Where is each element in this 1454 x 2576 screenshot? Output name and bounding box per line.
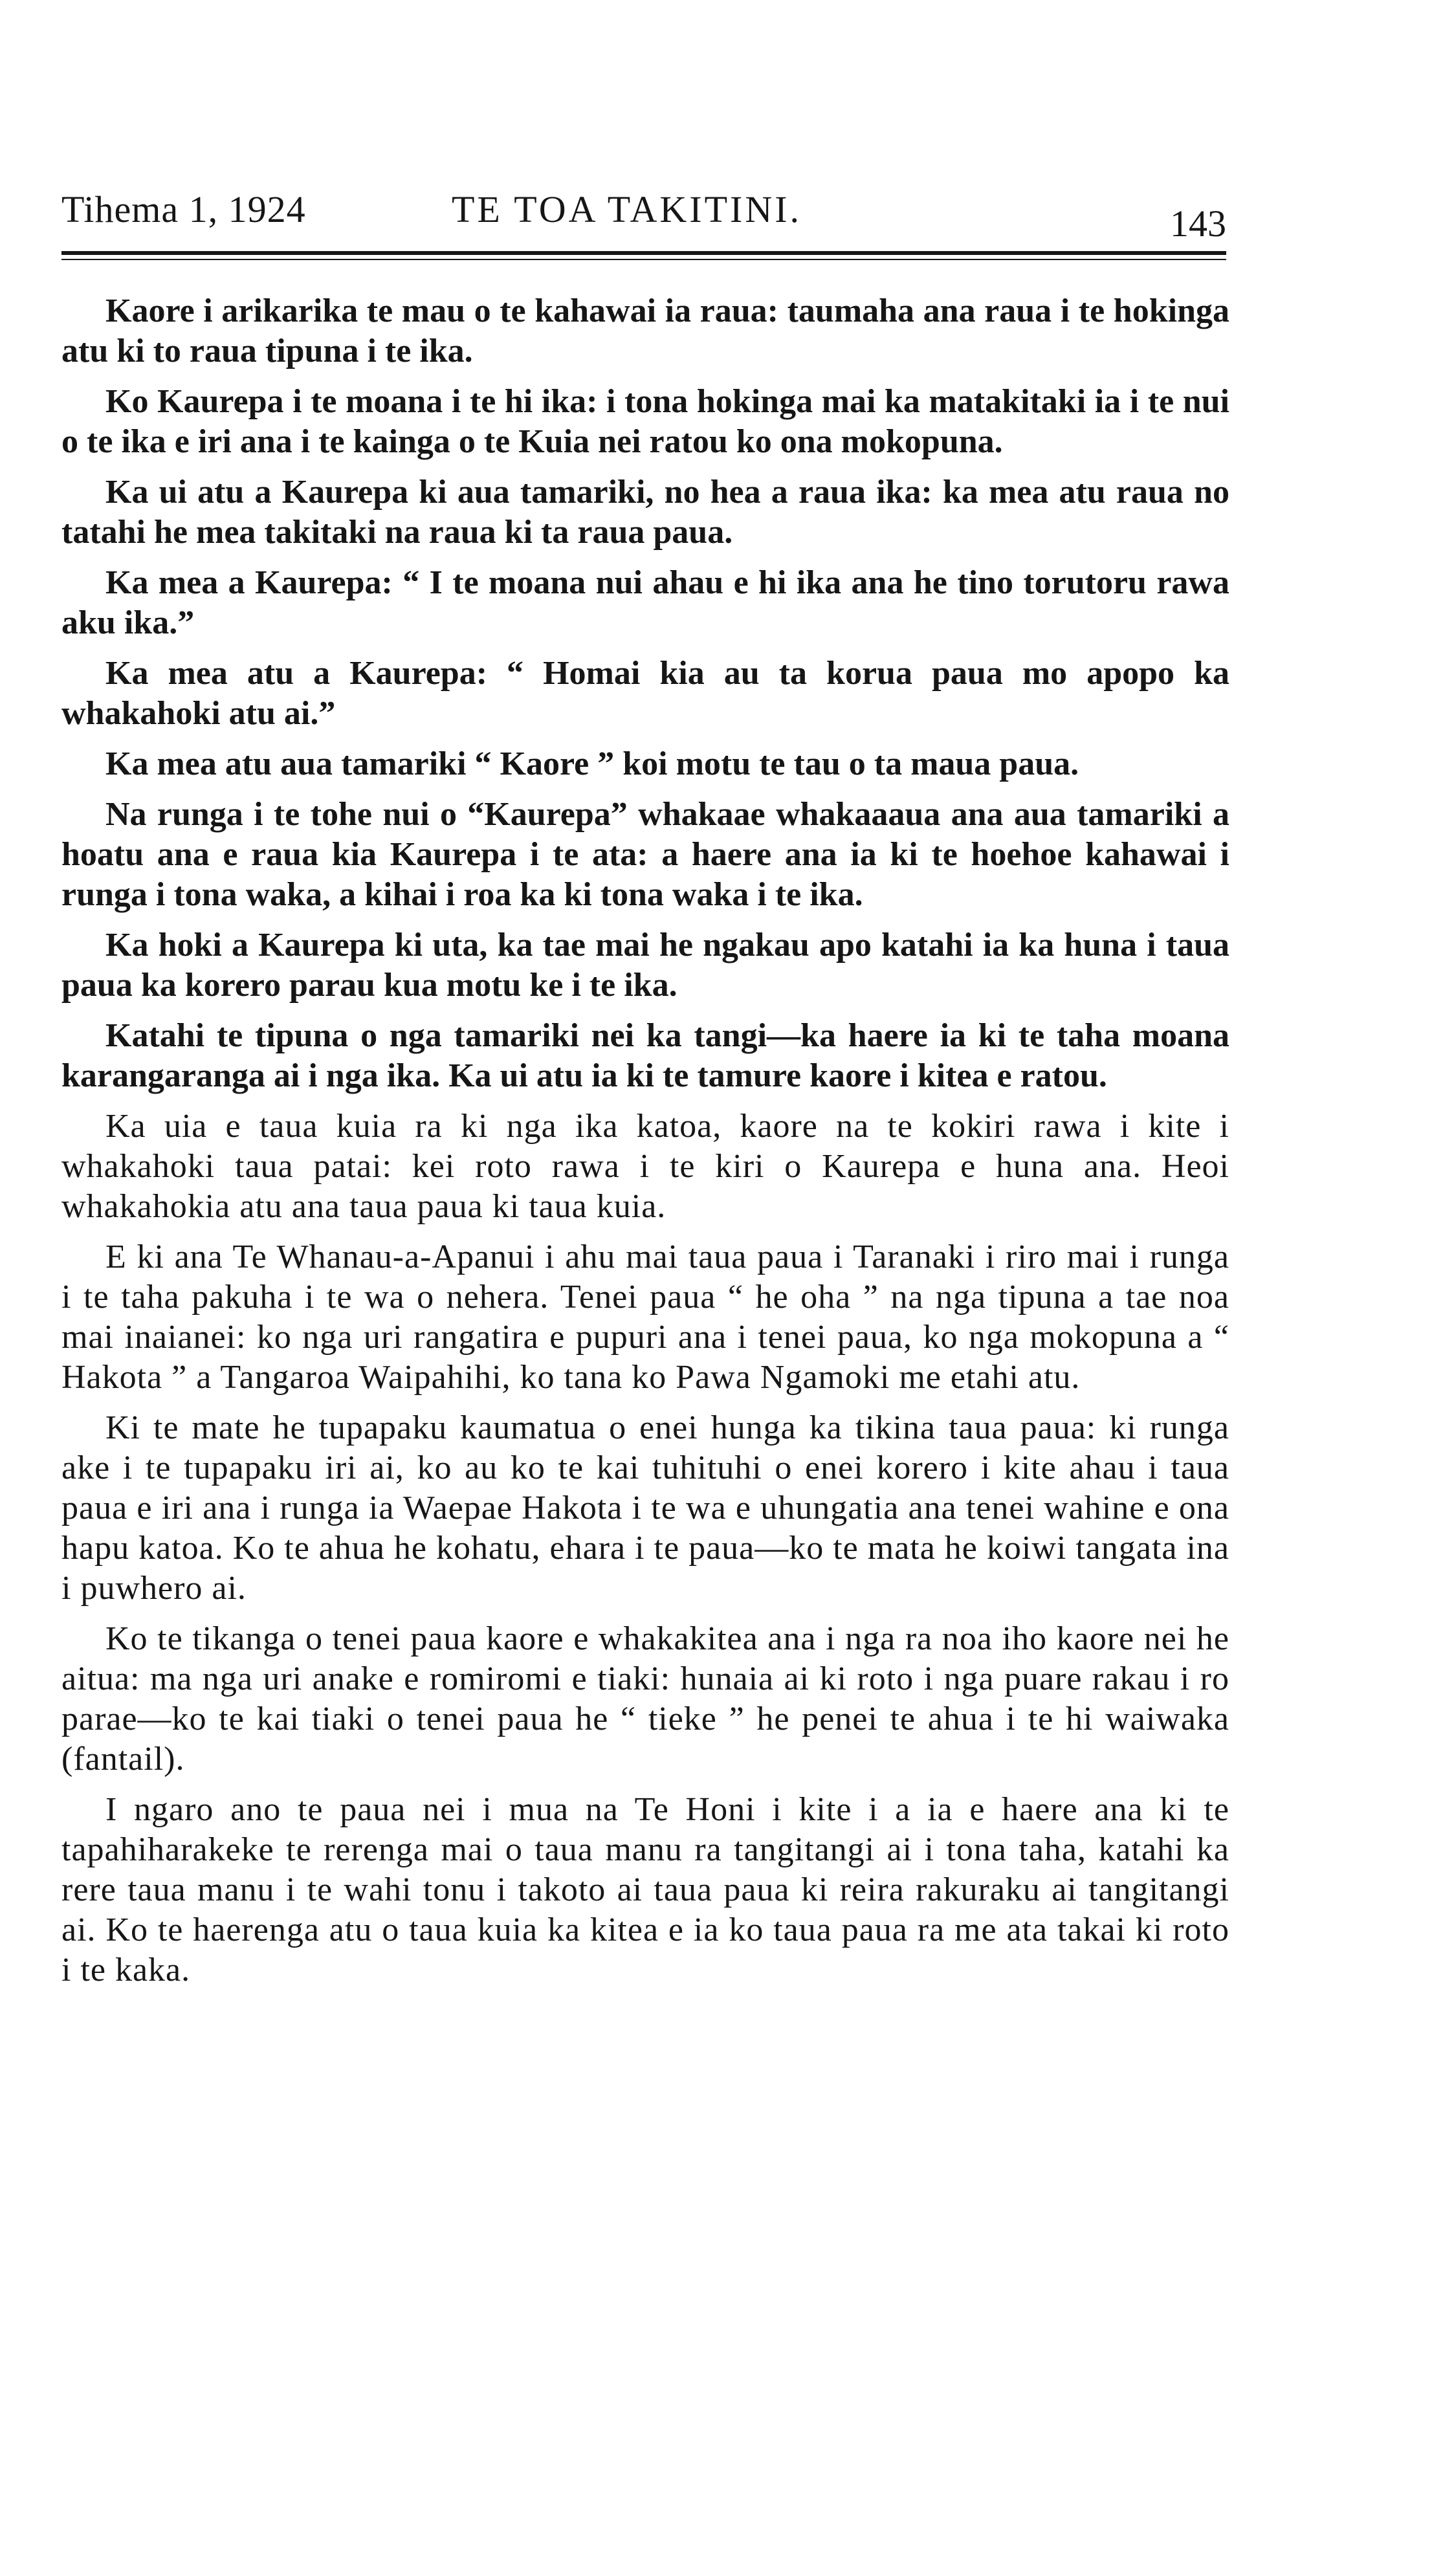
paragraph: Ka mea a Kaurepa: “ I te moana nui ahau e hi ika ana he tino torutoru rawa aku ika.”: [61, 564, 1229, 641]
paragraph: Na runga i te tohe nui o “Kaurepa” whakaae whakaaaua ana aua tamariki a hoatu ana e raua kia Kaurepa i te ata: a haere ana ia ki te hoehoe kahawai i runga i tona waka, a kihai i roa ka ki tona waka i te ika.: [61, 796, 1229, 913]
paragraph: Ka hoki a Kaurepa ki uta, ka tae mai he ngakau apo katahi ia ka huna i taua paua ka korero parau kua motu ke i te ika.: [61, 927, 1229, 1004]
paragraph: Ka uia e taua kuia ra ki nga ika katoa, kaore na te kokiri rawa i kite i whakahoki taua patai: kei roto rawa i te kiri o Kaurepa e huna ana. Heoi whakahokia atu ana taua paua ki taua kuia.: [61, 1108, 1229, 1225]
paragraph: Ko Kaurepa i te moana i te hi ika: i tona hokinga mai ka matakitaki ia i te nui o te ika e iri ana i te kainga o te Kuia nei ratou ko ona mokopuna.: [61, 383, 1229, 460]
paragraph: Ki te mate he tupapaku kaumatua o enei hunga ka tikina taua paua: ki runga ake i te tupapaku iri ai, ko au ko te kai tuhituhi o enei korero i kite ahau i taua paua e iri ana i runga ia Waepae Hakota i te wa e uhungatia ana tenei wahine e ona hapu katoa. Ko te ahua he kohatu, ehara i te paua—ko te mata he koiwi tangata ina i puwhero ai.: [61, 1409, 1229, 1607]
paragraph: E ki ana Te Whanau-a-Apanui i ahu mai taua paua i Taranaki i riro mai i runga i te taha pakuha i te wa o nehera. Tenei paua “ he oha ” na nga tipuna a tae noa mai inaianei: ko nga uri rangatira e pupuri ana i tenei paua, ko nga mokopuna a “ Hakota ” a Tangaroa Waipahihi, ko tana ko Pawa Ngamoki me etahi atu.: [61, 1238, 1229, 1396]
paragraph: Kaore i arikarika te mau o te kahawai ia raua: taumaha ana raua i te hokinga atu ki to raua tipuna i te ika.: [61, 292, 1229, 369]
header-rule-thin: [61, 259, 1226, 260]
header-title: TE TOA TAKITINI.: [452, 188, 802, 230]
paragraph: Ko te tikanga o tenei paua kaore e whakakitea ana i nga ra noa iho kaore nei he aitua: ma nga uri anake e romiromi e tiaki: hunaia ai ki roto i nga puare rakau i ro parae—ko te kai tiaki o tenei paua he “ tieke ” he penei te ahua i te hi waiwaka (fantail).: [61, 1620, 1229, 1778]
paragraph: Ka mea atu aua tamariki “ Kaore ” koi motu te tau o ta maua paua.: [105, 745, 1079, 782]
header-date: Tihema 1, 1924: [61, 188, 306, 230]
header-rule-thick: [61, 251, 1226, 255]
page-number: 143: [1170, 203, 1226, 245]
article-body: [61, 291, 1229, 2001]
running-header: [61, 188, 1226, 259]
paragraph: Katahi te tipuna o nga tamariki nei ka tangi—ka haere ia ki te taha moana karangaranga ai i nga ika. Ka ui atu ia ki te tamure kaore i kitea e ratou.: [61, 1017, 1229, 1094]
paragraph: Ka mea atu a Kaurepa: “ Homai kia au ta korua paua mo apopo ka whakahoki atu ai.”: [61, 655, 1229, 732]
paragraph: Ka ui atu a Kaurepa ki aua tamariki, no hea a raua ika: ka mea atu raua no tatahi he mea takitaki na raua ki ta raua paua.: [61, 474, 1229, 551]
paragraph: I ngaro ano te paua nei i mua na Te Honi i kite i a ia e haere ana ki te tapahiharakeke te rerenga mai o taua manu ra tangitangi ai i tona taha, katahi ka rere taua manu i te wahi tonu i takoto ai taua paua ki reira rakuraku ai tangitangi ai. Ko te haerenga atu o taua kuia ka kitea e ia ko taua paua ra me ata takai ki roto i te kaka.: [61, 1791, 1229, 1988]
